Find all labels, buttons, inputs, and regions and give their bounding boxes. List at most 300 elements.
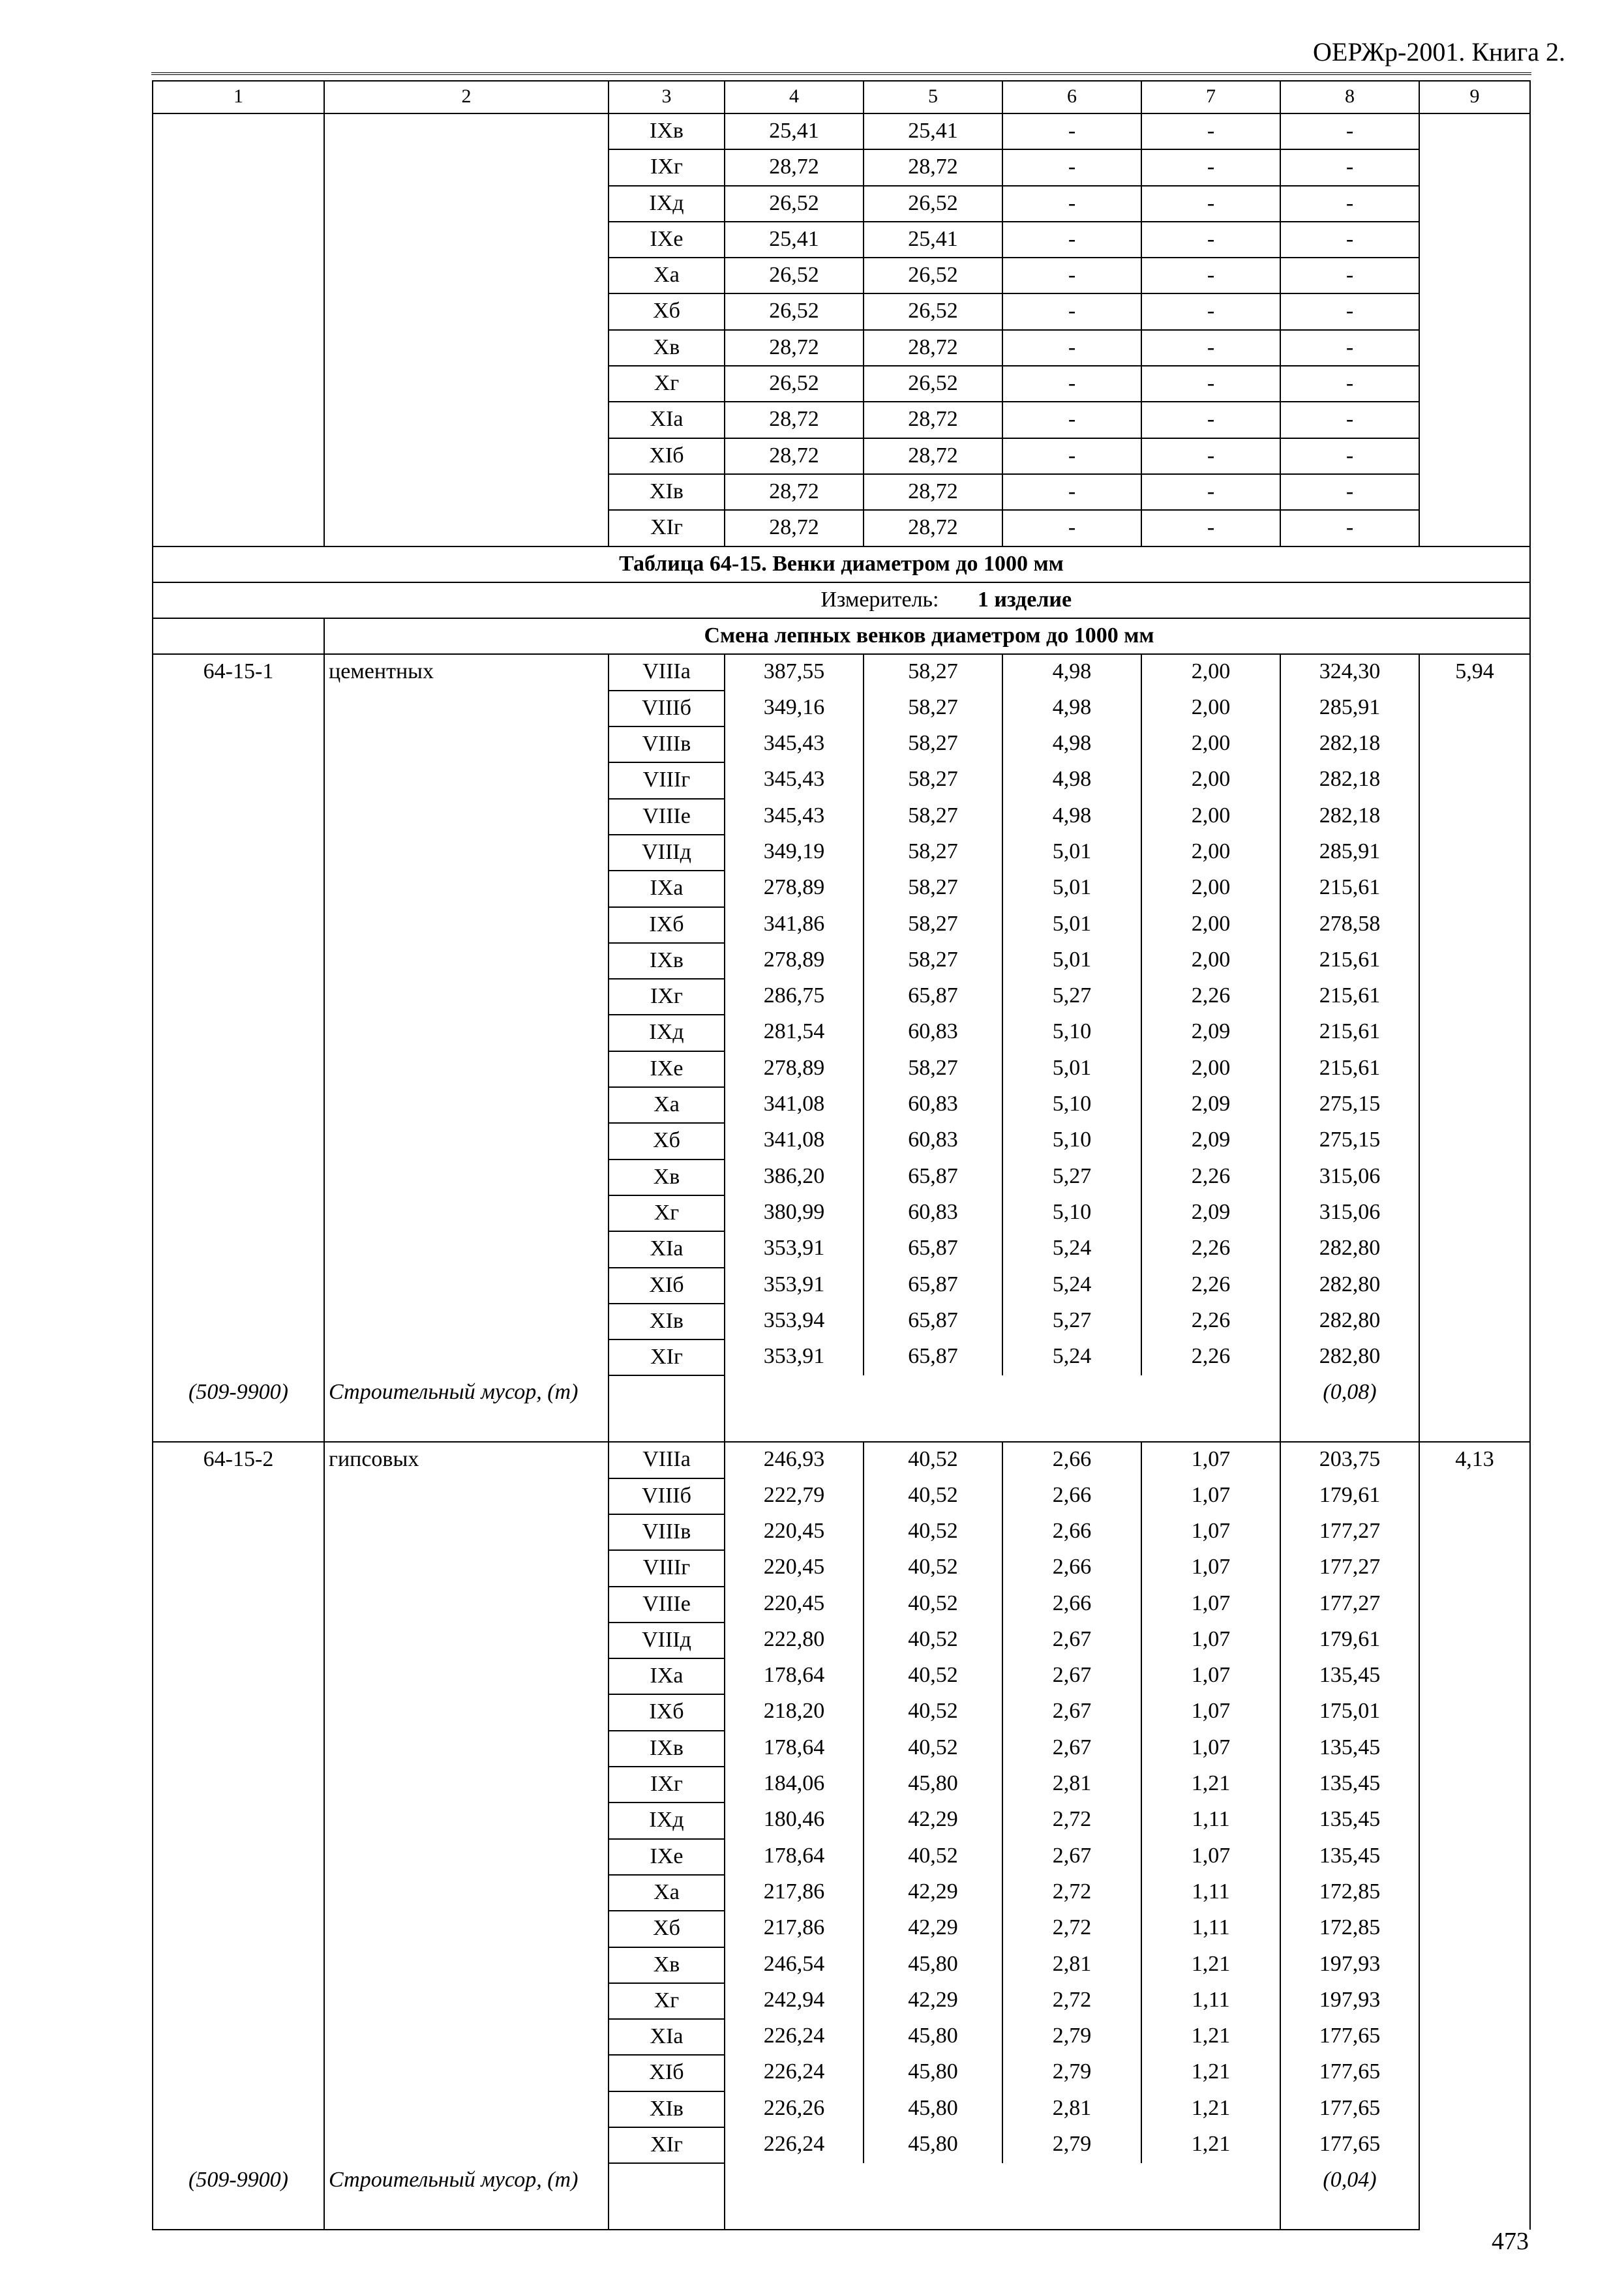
value-cell: 275,15: [1280, 1087, 1419, 1123]
value-cell: 5,27: [1002, 979, 1141, 1015]
value-cell: Xг: [609, 366, 725, 402]
value-cell: 135,45: [1280, 1839, 1419, 1875]
value-cell: 278,58: [1280, 907, 1419, 943]
value-cell: 28,72: [725, 402, 864, 438]
value-cell: 5,01: [1002, 907, 1141, 943]
rate-code: 64-15-1: [153, 654, 324, 1375]
value-cell: 42,29: [864, 1875, 1002, 1911]
value-cell: VIIIа: [609, 654, 725, 690]
value-cell: -: [1280, 330, 1419, 366]
value-cell: 40,52: [864, 1587, 1002, 1623]
value-cell: 215,61: [1280, 1051, 1419, 1087]
value-cell: 4,98: [1002, 762, 1141, 798]
value-cell: 226,26: [725, 2091, 864, 2127]
value-cell: 65,87: [864, 1159, 1002, 1195]
value-cell: 4,98: [1002, 726, 1141, 762]
value-cell: -: [1002, 366, 1141, 402]
value-cell: -: [1141, 222, 1280, 258]
value-cell: 2,00: [1141, 871, 1280, 906]
value-cell: 45,80: [864, 1947, 1002, 1983]
value-cell: 1,21: [1141, 2055, 1280, 2091]
value-cell: -: [1002, 113, 1141, 149]
value-cell: 1,11: [1141, 1803, 1280, 1838]
value-cell: 65,87: [864, 1339, 1002, 1375]
value-cell: 2,00: [1141, 654, 1280, 690]
value-cell: 282,18: [1280, 726, 1419, 762]
value-cell: 197,93: [1280, 1983, 1419, 2019]
value-cell: 25,41: [864, 113, 1002, 149]
value-cell: 177,65: [1280, 2127, 1419, 2163]
subsection-spacer: [153, 618, 324, 654]
value-cell: 2,26: [1141, 1159, 1280, 1195]
value-cell: -: [1280, 402, 1419, 438]
value-cell: 58,27: [864, 654, 1002, 690]
value-cell: XIб: [609, 2055, 725, 2091]
value-cell: 5,01: [1002, 871, 1141, 906]
value-cell: 1,07: [1141, 1694, 1280, 1730]
value-cell: -: [1002, 438, 1141, 474]
value-cell: Xб: [609, 293, 725, 329]
value-cell: 1,21: [1141, 2127, 1280, 2163]
column-header-2: 2: [324, 81, 609, 113]
value-cell: 1,07: [1141, 1478, 1280, 1514]
value-cell: 26,52: [864, 258, 1002, 293]
value-cell: 2,66: [1002, 1587, 1141, 1623]
value-cell: XIб: [609, 438, 725, 474]
value-cell: 242,94: [725, 1983, 864, 2019]
value-cell: 226,24: [725, 2019, 864, 2055]
value-cell: 45,80: [864, 2091, 1002, 2127]
value-cell: 25,41: [725, 222, 864, 258]
value-cell: 2,81: [1002, 2091, 1141, 2127]
value-cell: 5,01: [1002, 1051, 1141, 1087]
value-cell: -: [1002, 510, 1141, 546]
value-cell: -: [1280, 293, 1419, 329]
value-cell: 1,07: [1141, 1587, 1280, 1623]
value-cell: 215,61: [1280, 943, 1419, 979]
rate-name: цементных: [324, 654, 609, 1375]
code-cell: [153, 113, 324, 546]
value-cell: 28,72: [725, 474, 864, 510]
value-cell: 1,21: [1141, 1767, 1280, 1803]
value-cell: 175,01: [1280, 1694, 1419, 1730]
measure-label: Измеритель:: [820, 587, 939, 612]
value-cell: 282,18: [1280, 762, 1419, 798]
value-cell: Xб: [609, 1911, 725, 1947]
value-cell: 282,18: [1280, 799, 1419, 835]
table-row: [153, 654, 1530, 690]
value-cell: 172,85: [1280, 1875, 1419, 1911]
value-cell: 282,80: [1280, 1231, 1419, 1267]
value-cell: -: [1280, 149, 1419, 185]
value-cell: 197,93: [1280, 1947, 1419, 1983]
value-cell: IXе: [609, 222, 725, 258]
value-cell: Xг: [609, 1195, 725, 1231]
value-cell: 178,64: [725, 1839, 864, 1875]
value-cell: 226,24: [725, 2055, 864, 2091]
value-cell: 353,91: [725, 1231, 864, 1267]
value-cell: 278,89: [725, 871, 864, 906]
value-cell: 2,26: [1141, 1231, 1280, 1267]
value-cell: 4,98: [1002, 799, 1141, 835]
value-cell: 353,91: [725, 1339, 864, 1375]
value-cell: 2,00: [1141, 835, 1280, 871]
value-cell: 28,72: [725, 149, 864, 185]
value-cell: 2,66: [1002, 1442, 1141, 1478]
value-cell: 215,61: [1280, 1015, 1419, 1051]
value-cell: 380,99: [725, 1195, 864, 1231]
value-cell: 5,10: [1002, 1123, 1141, 1159]
value-cell: -: [1280, 510, 1419, 546]
value-cell: 135,45: [1280, 1803, 1419, 1838]
value-cell: 1,21: [1141, 1947, 1280, 1983]
value-cell: 58,27: [864, 726, 1002, 762]
empty-cell: [1002, 2163, 1141, 2230]
value-cell: 45,80: [864, 2127, 1002, 2163]
value-cell: Xв: [609, 330, 725, 366]
value-cell: 278,89: [725, 943, 864, 979]
rate-name: гипсовых: [324, 1442, 609, 2163]
value-cell: 1,07: [1141, 1514, 1280, 1550]
value-cell: VIIIе: [609, 1587, 725, 1623]
column-header-4: 4: [725, 81, 864, 113]
value-cell: IXг: [609, 149, 725, 185]
value-cell: 1,21: [1141, 2019, 1280, 2055]
value-cell: 172,85: [1280, 1911, 1419, 1947]
value-cell: 2,67: [1002, 1694, 1141, 1730]
value-cell: VIIIд: [609, 835, 725, 871]
value-cell: 1,07: [1141, 1731, 1280, 1767]
value-cell: 40,52: [864, 1658, 1002, 1694]
value-cell: 178,64: [725, 1658, 864, 1694]
value-cell: -: [1002, 186, 1141, 222]
value-cell: 2,79: [1002, 2127, 1141, 2163]
value-cell: 135,45: [1280, 1658, 1419, 1694]
header-rule: [151, 72, 1531, 75]
value-cell: 40,52: [864, 1514, 1002, 1550]
value-cell: 2,09: [1141, 1123, 1280, 1159]
empty-cell: [725, 1375, 864, 1442]
value-cell: -: [1141, 438, 1280, 474]
value-cell: 2,00: [1141, 691, 1280, 726]
value-cell: 2,09: [1141, 1015, 1280, 1051]
value-cell: 315,06: [1280, 1159, 1419, 1195]
value-cell: 28,72: [864, 510, 1002, 546]
value-cell: 2,81: [1002, 1947, 1141, 1983]
value-cell: VIIIг: [609, 1550, 725, 1586]
table-row: [153, 113, 1530, 149]
value-cell: 341,08: [725, 1123, 864, 1159]
value-cell: 1,11: [1141, 1983, 1280, 2019]
value-cell: Xа: [609, 1875, 725, 1911]
empty-cell: [1141, 1375, 1280, 1442]
value-cell: 177,27: [1280, 1550, 1419, 1586]
value-cell: 2,00: [1141, 1051, 1280, 1087]
value-cell: Xг: [609, 1983, 725, 2019]
value-cell: 28,72: [864, 438, 1002, 474]
value-cell: 286,75: [725, 979, 864, 1015]
value-cell: 4,98: [1002, 691, 1141, 726]
value-cell: XIг: [609, 2127, 725, 2163]
value-cell: 285,91: [1280, 691, 1419, 726]
value-cell: XIб: [609, 1268, 725, 1304]
value-cell: 58,27: [864, 907, 1002, 943]
empty-cell: [864, 1375, 1002, 1442]
value-cell: IXд: [609, 186, 725, 222]
value-cell: XIв: [609, 1304, 725, 1339]
value-cell: 179,61: [1280, 1478, 1419, 1514]
name-cell: [324, 113, 609, 546]
value-cell: 1,07: [1141, 1658, 1280, 1694]
value-cell: VIIIб: [609, 691, 725, 726]
value-cell: 26,52: [864, 186, 1002, 222]
empty-cell: [725, 2163, 864, 2230]
value-cell: IXв: [609, 943, 725, 979]
value-cell: 65,87: [864, 1268, 1002, 1304]
value-cell: 5,24: [1002, 1231, 1141, 1267]
value-cell: 180,46: [725, 1803, 864, 1838]
value-cell: IXд: [609, 1015, 725, 1051]
column-header-1: 1: [153, 81, 324, 113]
value-cell: -: [1280, 258, 1419, 293]
value-cell: 282,80: [1280, 1304, 1419, 1339]
value-cell: -: [1141, 149, 1280, 185]
value-cell: VIIIв: [609, 1514, 725, 1550]
value-cell: -: [1280, 113, 1419, 149]
value-cell: 217,86: [725, 1875, 864, 1911]
value-cell: 28,72: [864, 474, 1002, 510]
value-cell: -: [1002, 330, 1141, 366]
value-cell: XIа: [609, 402, 725, 438]
value-cell: Xа: [609, 258, 725, 293]
value-cell: 2,00: [1141, 943, 1280, 979]
value-cell: 177,27: [1280, 1514, 1419, 1550]
value-cell: VIIIг: [609, 762, 725, 798]
col9-cell: 5,94: [1419, 654, 1530, 1442]
value-cell: 40,52: [864, 1731, 1002, 1767]
value-cell: 42,29: [864, 1983, 1002, 2019]
value-cell: IXа: [609, 871, 725, 906]
value-cell: 135,45: [1280, 1767, 1419, 1803]
value-cell: 177,65: [1280, 2055, 1419, 2091]
value-cell: 28,72: [725, 438, 864, 474]
page-header: ОЕРЖр-2001. Книга 2.: [1313, 37, 1565, 67]
value-cell: -: [1280, 222, 1419, 258]
value-cell: 5,27: [1002, 1159, 1141, 1195]
value-cell: 345,43: [725, 726, 864, 762]
value-cell: 226,24: [725, 2127, 864, 2163]
value-cell: 341,86: [725, 907, 864, 943]
value-cell: 28,72: [864, 330, 1002, 366]
column-header-8: 8: [1280, 81, 1419, 113]
value-cell: -: [1002, 293, 1141, 329]
value-cell: 203,75: [1280, 1442, 1419, 1478]
trash-row: [153, 1375, 1530, 1442]
value-cell: XIв: [609, 474, 725, 510]
value-cell: 220,45: [725, 1587, 864, 1623]
value-cell: 215,61: [1280, 871, 1419, 906]
value-cell: 246,54: [725, 1947, 864, 1983]
value-cell: XIг: [609, 1339, 725, 1375]
value-cell: 215,61: [1280, 979, 1419, 1015]
value-cell: 40,52: [864, 1550, 1002, 1586]
value-cell: 282,80: [1280, 1339, 1419, 1375]
value-cell: -: [1141, 474, 1280, 510]
value-cell: 40,52: [864, 1623, 1002, 1658]
value-cell: XIв: [609, 2091, 725, 2127]
value-cell: -: [1280, 186, 1419, 222]
value-cell: -: [1280, 474, 1419, 510]
value-cell: 315,06: [1280, 1195, 1419, 1231]
value-cell: -: [1141, 258, 1280, 293]
table-row: [153, 1442, 1530, 1478]
value-cell: -: [1002, 149, 1141, 185]
value-cell: 179,61: [1280, 1623, 1419, 1658]
value-cell: 1,07: [1141, 1550, 1280, 1586]
value-cell: 5,10: [1002, 1015, 1141, 1051]
value-cell: 2,00: [1141, 726, 1280, 762]
page-number: 473: [1492, 2228, 1529, 2255]
value-cell: IXб: [609, 1694, 725, 1730]
value-cell: 353,91: [725, 1268, 864, 1304]
column-header-7: 7: [1141, 81, 1280, 113]
value-cell: 2,26: [1141, 1268, 1280, 1304]
value-cell: -: [1002, 222, 1141, 258]
value-cell: 42,29: [864, 1911, 1002, 1947]
value-cell: 341,08: [725, 1087, 864, 1123]
value-cell: 349,16: [725, 691, 864, 726]
value-cell: 5,24: [1002, 1268, 1141, 1304]
value-cell: 1,07: [1141, 1839, 1280, 1875]
value-cell: 218,20: [725, 1694, 864, 1730]
value-cell: 5,01: [1002, 835, 1141, 871]
value-cell: 60,83: [864, 1087, 1002, 1123]
value-cell: IXд: [609, 1803, 725, 1838]
value-cell: 324,30: [1280, 654, 1419, 690]
value-cell: -: [1280, 366, 1419, 402]
trash-code: (509-9900): [153, 2163, 324, 2230]
value-cell: VIIIв: [609, 726, 725, 762]
value-cell: IXв: [609, 1731, 725, 1767]
value-cell: 2,81: [1002, 1767, 1141, 1803]
value-cell: 65,87: [864, 979, 1002, 1015]
value-cell: -: [1141, 113, 1280, 149]
value-cell: XIг: [609, 510, 725, 546]
value-cell: 2,79: [1002, 2019, 1141, 2055]
value-cell: 45,80: [864, 2055, 1002, 2091]
value-cell: 26,52: [864, 366, 1002, 402]
value-cell: Xб: [609, 1123, 725, 1159]
value-cell: 386,20: [725, 1159, 864, 1195]
value-cell: IXа: [609, 1658, 725, 1694]
value-cell: 285,91: [1280, 835, 1419, 871]
col9-cell: [1419, 113, 1530, 546]
value-cell: VIIIа: [609, 1442, 725, 1478]
value-cell: 1,07: [1141, 1442, 1280, 1478]
column-header-5: 5: [864, 81, 1002, 113]
value-cell: -: [1141, 402, 1280, 438]
value-cell: 246,93: [725, 1442, 864, 1478]
value-cell: 28,72: [725, 510, 864, 546]
empty-cell: [609, 2163, 725, 2230]
measure-value: 1 изделие: [977, 587, 1072, 612]
value-cell: 177,65: [1280, 2091, 1419, 2127]
value-cell: -: [1002, 258, 1141, 293]
empty-cell: [1002, 1375, 1141, 1442]
value-cell: 135,45: [1280, 1731, 1419, 1767]
value-cell: IXе: [609, 1051, 725, 1087]
value-cell: 65,87: [864, 1304, 1002, 1339]
measure-cell: [324, 582, 1530, 618]
value-cell: XIа: [609, 1231, 725, 1267]
value-cell: 40,52: [864, 1478, 1002, 1514]
value-cell: 2,26: [1141, 1339, 1280, 1375]
value-cell: 184,06: [725, 1767, 864, 1803]
value-cell: IXг: [609, 1767, 725, 1803]
value-cell: 353,94: [725, 1304, 864, 1339]
value-cell: 60,83: [864, 1015, 1002, 1051]
table-title-row: [153, 546, 1530, 582]
value-cell: 222,80: [725, 1623, 864, 1658]
value-cell: 40,52: [864, 1694, 1002, 1730]
value-cell: 220,45: [725, 1514, 864, 1550]
value-cell: 58,27: [864, 762, 1002, 798]
column-header-row: [153, 81, 1530, 113]
value-cell: 2,00: [1141, 907, 1280, 943]
value-cell: 2,72: [1002, 1803, 1141, 1838]
col9-cell: 4,13: [1419, 1442, 1530, 2230]
value-cell: 345,43: [725, 799, 864, 835]
value-cell: IXб: [609, 907, 725, 943]
value-cell: 58,27: [864, 943, 1002, 979]
value-cell: -: [1280, 438, 1419, 474]
value-cell: 2,72: [1002, 1911, 1141, 1947]
value-cell: 4,98: [1002, 654, 1141, 690]
value-cell: 178,64: [725, 1731, 864, 1767]
value-cell: 26,52: [864, 293, 1002, 329]
value-cell: 1,21: [1141, 2091, 1280, 2127]
value-cell: Xв: [609, 1947, 725, 1983]
value-cell: 58,27: [864, 799, 1002, 835]
value-cell: 2,79: [1002, 2055, 1141, 2091]
value-cell: 1,11: [1141, 1911, 1280, 1947]
measure-spacer: [153, 582, 324, 618]
value-cell: 28,72: [725, 330, 864, 366]
value-cell: 345,43: [725, 762, 864, 798]
table-title: Таблица 64-15. Венки диаметром до 1000 мм: [153, 546, 1530, 582]
value-cell: 26,52: [725, 258, 864, 293]
value-cell: 2,67: [1002, 1731, 1141, 1767]
empty-cell: [864, 2163, 1002, 2230]
value-cell: 40,52: [864, 1839, 1002, 1875]
value-cell: 60,83: [864, 1123, 1002, 1159]
value-cell: 177,27: [1280, 1587, 1419, 1623]
value-cell: 275,15: [1280, 1123, 1419, 1159]
value-cell: 60,83: [864, 1195, 1002, 1231]
value-cell: 2,66: [1002, 1514, 1141, 1550]
value-cell: VIIIд: [609, 1623, 725, 1658]
value-cell: 2,26: [1141, 1304, 1280, 1339]
value-cell: 25,41: [725, 113, 864, 149]
trash-name: Строительный мусор, (т): [324, 1375, 609, 1442]
value-cell: 1,07: [1141, 1623, 1280, 1658]
value-cell: IXг: [609, 979, 725, 1015]
value-cell: 2,67: [1002, 1658, 1141, 1694]
value-cell: 28,72: [864, 402, 1002, 438]
value-cell: 281,54: [725, 1015, 864, 1051]
value-cell: 58,27: [864, 835, 1002, 871]
value-cell: 5,27: [1002, 1304, 1141, 1339]
